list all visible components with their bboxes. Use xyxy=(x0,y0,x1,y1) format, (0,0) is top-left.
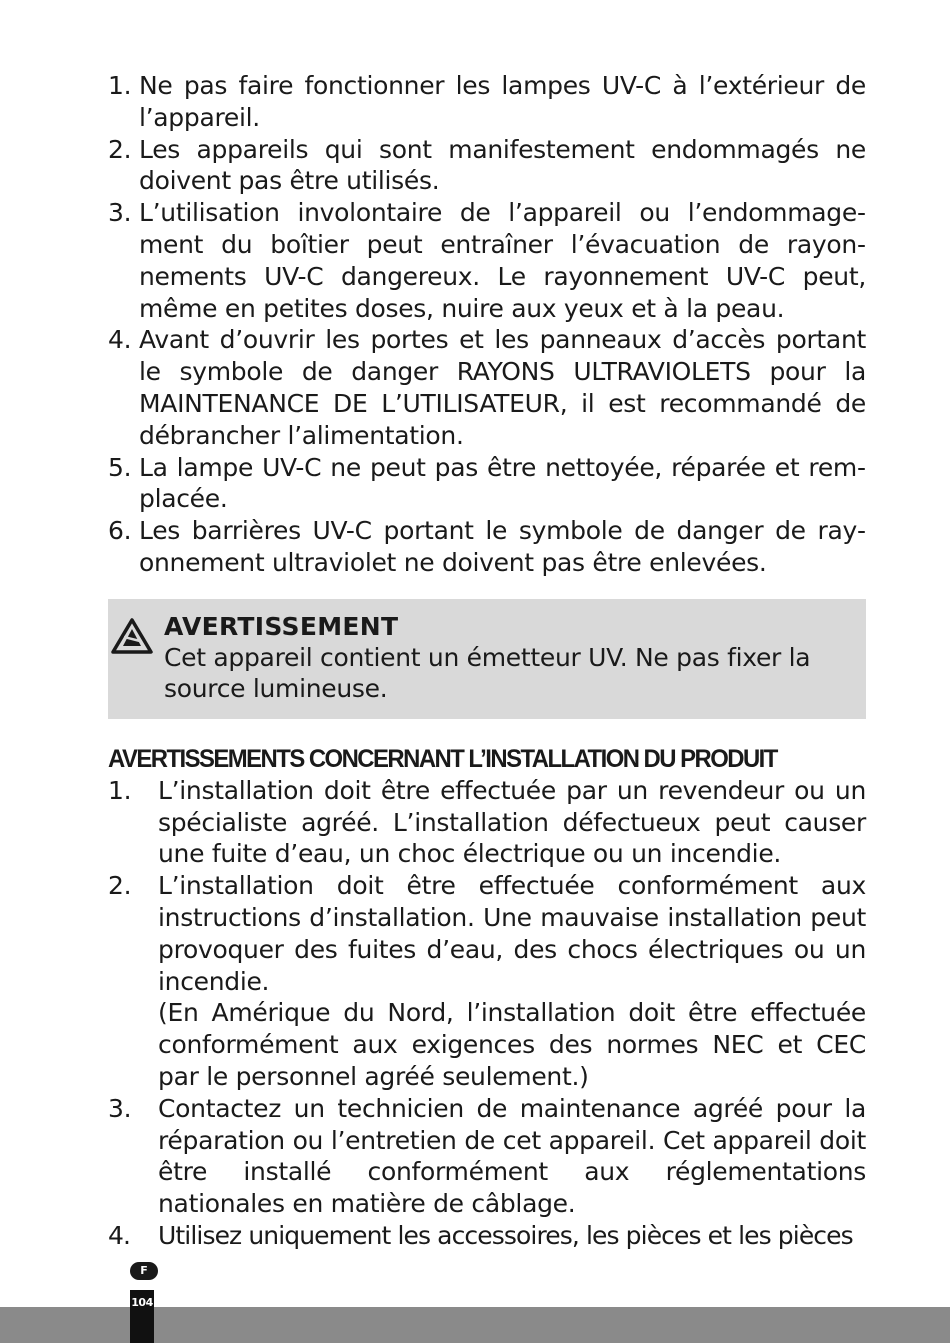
item-text: Avant d’ouvrir les portes et les panneaux d’accès portant le symbole de danger RAYONS ULTRAVIOLETS pour la MAINTENANCE DE L’UTILISATEUR, il est recommandé de débrancher l’alimentation. xyxy=(139,325,866,450)
item-number: 2. xyxy=(108,871,132,901)
list-item xyxy=(108,1093,866,1220)
item-text: Les barrières UV-C portant le symbole de danger de rayonnement ultraviolet ne doivent pas être enlevées. xyxy=(139,516,866,577)
item-number: 5. xyxy=(108,452,132,482)
warning-content xyxy=(164,611,846,704)
warning-text: Cet appareil contient un émetteur UV. Ne pas fixer la source lumineuse. xyxy=(164,642,811,703)
warning-box xyxy=(108,599,866,719)
page-number: 104 xyxy=(130,1290,154,1343)
list-item xyxy=(108,452,866,516)
item-text: Utilisez uniquement les accessoires, les pièces et les pièces xyxy=(158,1220,853,1250)
item-text: L’installation doit être effectuée conformément aux instructions d’installation. Une mauvaise installation peut provoquer des fuites d’eau, des chocs électriques ou un incendie. xyxy=(158,871,866,996)
item-number: 4. xyxy=(108,325,132,355)
list-item xyxy=(108,324,866,451)
list-item xyxy=(108,775,866,870)
item-text: Ne pas faire fonctionner les lampes UV-C à l’extérieur de l’appareil. xyxy=(139,71,866,132)
item-number: 3. xyxy=(108,1093,132,1123)
item-number: 6. xyxy=(108,516,132,546)
item-text: La lampe UV-C ne peut pas être nettoyée, réparée et remplacée. xyxy=(139,452,866,514)
list-item xyxy=(108,515,866,579)
item-text: L’utilisation involontaire de l’appareil ou l’endommagement du boîtier peut entraîner l’évacuation de rayonnements UV-C dangereux. Le rayonnement UV-C peut, même en petites doses, nuire aux yeux et à la peau. xyxy=(139,198,866,323)
list-item xyxy=(108,134,866,198)
item-number: 4. xyxy=(108,1220,131,1250)
list-item xyxy=(108,870,866,1093)
warning-triangle-icon xyxy=(110,617,154,655)
language-badge: F xyxy=(130,1262,158,1280)
warning-title: AVERTISSEMENT xyxy=(164,611,399,641)
item-note: (En Amérique du Nord, l’installation doit être effectuée conformément aux exigences des normes NEC et CEC par le personnel agréé seulement.) xyxy=(158,998,866,1091)
list-item xyxy=(108,70,866,134)
item-text: Les appareils qui sont manifestement endommagés ne doivent pas être utilisés. xyxy=(139,134,866,196)
item-text: Contactez un technicien de maintenance agréé pour la réparation ou l’entretien de cet appareil. Cet appareil doit être installé conformément aux réglementations nationales en matière de câblage. xyxy=(158,1093,866,1219)
item-number: 2. xyxy=(108,134,132,164)
installation-list xyxy=(108,775,866,1252)
item-number: 1. xyxy=(108,71,132,100)
item-text: L’installation doit être effectuée par un revendeur ou un spécialiste agréé. L’installation défectueux peut causer une fuite d’eau, un choc électrique ou un incendie. xyxy=(158,775,866,869)
page-content xyxy=(108,70,866,1252)
item-number: 1. xyxy=(108,775,132,805)
list-item xyxy=(108,1220,866,1252)
section-title: AVERTISSEMENTS CONCERNANT L’INSTALLATION DU PRODUIT xyxy=(108,744,777,773)
list-item xyxy=(108,197,866,324)
uv-safety-list xyxy=(108,70,866,579)
item-number: 3. xyxy=(108,198,132,228)
